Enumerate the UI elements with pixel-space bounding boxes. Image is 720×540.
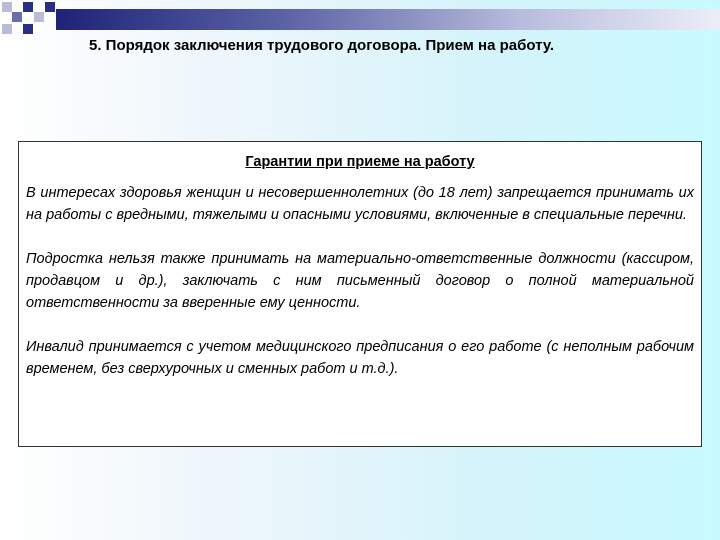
paragraph-disabled: Инвалид принимается с учетом медицинского предписания о его работе (с неполным рабочим временем, без сверхурочных и сменных работ и т.д.). [26, 339, 694, 377]
paragraph-teenagers: Подростка нельзя также принимать на материально-ответственные должности (кассиром, продавцом и др.), заключать с ним письменный договор о полной материальной ответственности за вверенные ему ценности. [26, 251, 694, 311]
deco-square [34, 12, 44, 22]
header-gradient-bar [56, 9, 720, 30]
deco-square [45, 2, 55, 12]
paragraph-women-minors: В интересах здоровья женщин и несовершеннолетних (до 18 лет) запрещается принимать их на работы с вредными, тяжелыми и опасными условиями, включенные в специальные перечни. [26, 185, 694, 223]
deco-square [2, 24, 12, 34]
card-heading: Гарантии при приеме на работу [245, 154, 475, 170]
guarantees-card [18, 141, 702, 447]
decorative-squares [0, 0, 60, 40]
deco-square [2, 2, 12, 12]
deco-square [23, 24, 33, 34]
slide-title: 5. Порядок заключения трудового договора. Прием на работу. [89, 37, 555, 54]
deco-square [23, 2, 33, 12]
deco-square [12, 12, 22, 22]
